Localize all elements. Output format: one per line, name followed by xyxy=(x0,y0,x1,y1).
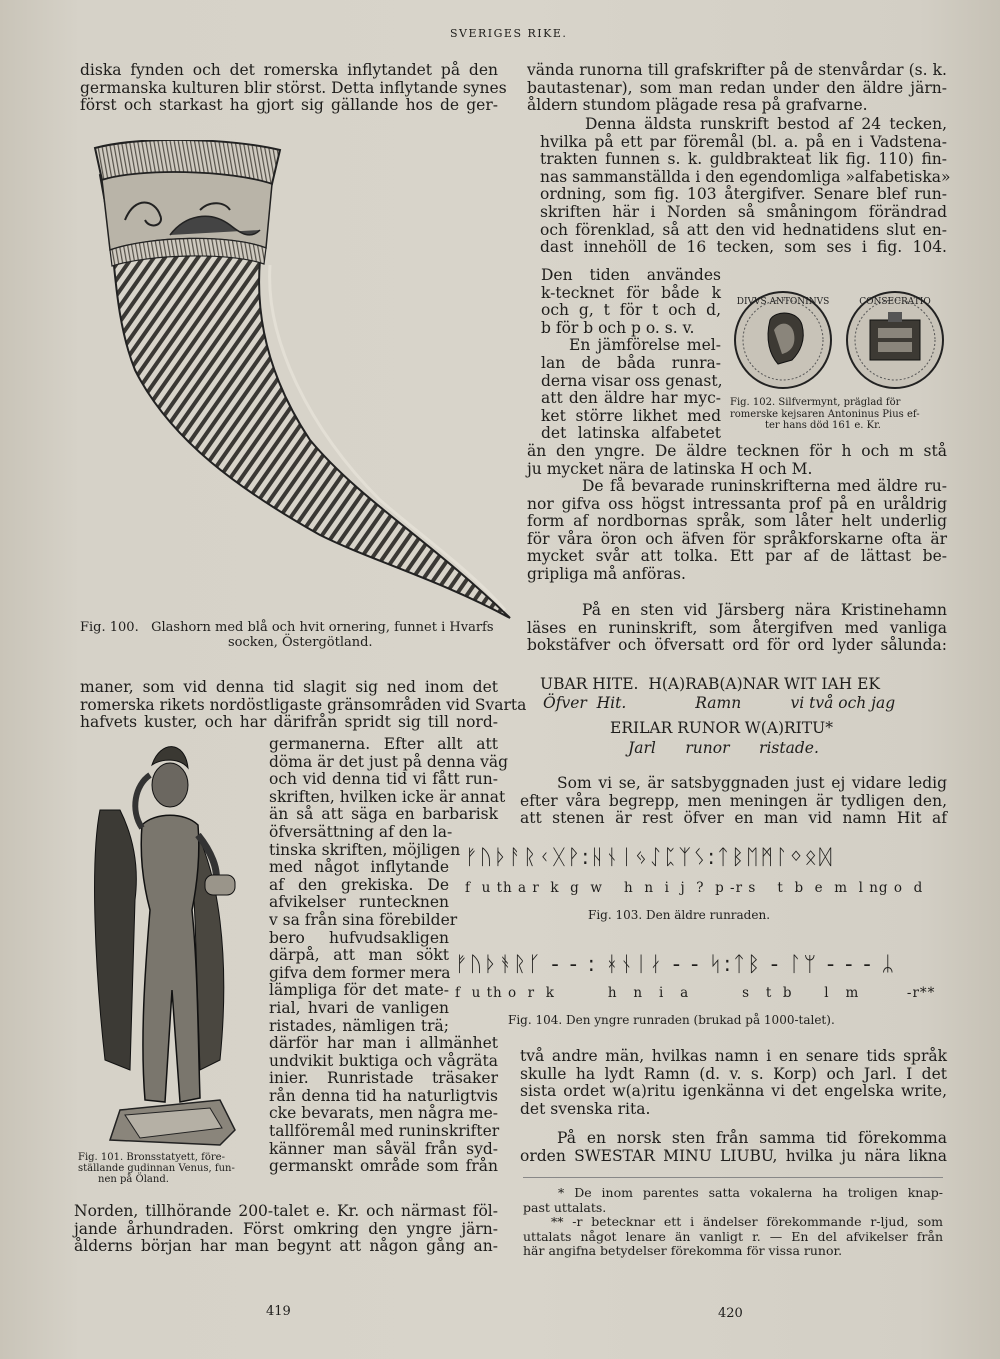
text-line: lan de båda runra- xyxy=(541,353,721,372)
footnote-line: här angifna betydelser förekomma för vissa runor. xyxy=(523,1243,843,1258)
inscription-translation-2: Jarl runor ristade. xyxy=(628,739,819,757)
elder-futhark-transliteration: f u th a r k g w h n i j ? p -r s t b e m l ng o d xyxy=(465,880,924,896)
text-line: tinska skriften, möjligen xyxy=(269,840,461,859)
inscription-line-1: UBAR HITE. H(A)RAB(A)NAR WIT IAH EK xyxy=(540,675,880,693)
text-line: ju mycket nära de latinska H och M. xyxy=(527,459,813,478)
coin-reverse-legend: CONSECRATIO xyxy=(859,297,931,307)
text-line: för våra öron och äfven för språkforskarne ofta är xyxy=(527,529,947,548)
text-line: Norden, tillhörande 200-talet e. Kr. och närmast föl- xyxy=(74,1202,498,1220)
younger-futhark-runes: ᚠᚢᚦᚬᚱᚴ - - : ᚼᚾᛁᛅ - - ᛋ:ᛏᛒ - ᛚᛘ - - - ᛦ xyxy=(455,952,897,976)
text-line: v sa från sina förebilder xyxy=(269,910,458,929)
text-line: känner man såväl från syd- xyxy=(269,1139,498,1158)
left-bottom-text xyxy=(74,1203,498,1256)
text-line: tallföremål med runinskrifter xyxy=(269,1122,500,1141)
text-line: b för b och p o. s. v. xyxy=(541,318,695,337)
text-line: än den yngre. De äldre tecknen för h och m stå xyxy=(527,442,947,460)
text-line: nas sammanställda i den egendomliga »alfabetiska» xyxy=(540,167,951,186)
text-line: maner, som vid denna tid slagit sig ned inom det xyxy=(80,678,498,696)
text-line: ordning, som fig. 103 återgifver. Senare blef run- xyxy=(540,185,947,204)
fig103-caption: Fig. 103. Den äldre runraden. xyxy=(588,908,771,922)
text-line: det latinska alfabetet xyxy=(541,424,721,443)
text-line: ristades, nämligen trä; xyxy=(269,1016,449,1035)
text-line: bautastenar), som man redan under den äldre järn- xyxy=(527,78,947,97)
text-line: ålderns början har man begynt att någon gång an- xyxy=(74,1237,498,1256)
text-line: än så att säga en barbarisk xyxy=(269,805,498,824)
text-line: Den tiden användes xyxy=(541,266,721,284)
text-line: orden SWESTAR MINU LIUBU, hvilka ju nära likna xyxy=(520,1146,947,1165)
younger-futhark-transliteration: f u th o r k h n i a s t b l m -r** xyxy=(455,985,936,1001)
footnote-line: * De inom parentes satta vokalerna ha troligen knap- xyxy=(558,1185,943,1200)
footnote-line: ** -r betecknar ett i ändelser förekommande r-ljud, som xyxy=(551,1214,943,1229)
caption-line: Fig. 101. Bronsstatyett, före- xyxy=(78,1152,225,1163)
text-line: Som vi se, är satsbyggnaden just ej vidare ledig xyxy=(557,774,947,792)
right-p2-text xyxy=(540,115,951,257)
glass-horn-illustration xyxy=(80,140,520,620)
right-p7-text xyxy=(520,1048,947,1118)
right-p3-text xyxy=(527,443,947,478)
fig100-label: Fig. 100. xyxy=(80,620,139,635)
text-line: vända runorna till grafskrifter på de stenvårdar (s. k. xyxy=(527,61,947,79)
text-line: form af nordbornas språk, som låter helt underlig xyxy=(527,512,947,531)
text-line: efter våra begrepp, men meningen är tydligen den, xyxy=(520,791,947,810)
text-line: först och starkast ha gjort sig gällande hos de ger- xyxy=(80,96,498,115)
text-line: skriften, hvilken icke är annat xyxy=(269,787,506,806)
text-line: inier. Runristade träsaker xyxy=(269,1069,498,1088)
text-line: trakten funnen s. k. guldbrakteat lik fig. 110) fin- xyxy=(540,150,947,169)
text-line: och förenklad, så att den vid hednatidens slut en- xyxy=(540,220,947,239)
footnote-rule xyxy=(523,1177,943,1178)
text-line: rån denna tid ha naturligtvis xyxy=(269,1086,498,1105)
text-line: och vid denna tid vi fått run- xyxy=(269,770,498,789)
footnote-line: past uttalats. xyxy=(523,1199,607,1215)
right-narrow-text xyxy=(541,267,721,443)
text-line: diska fynden och det romerska inflytandet på den xyxy=(80,61,498,79)
right-p8-text xyxy=(520,1130,947,1165)
fig100-text: Glashorn med blå och hvit ornering, funnet i Hvarfs xyxy=(151,620,494,635)
caption-line: ter hans död 161 e. Kr. xyxy=(765,420,881,431)
text-line: öfversättning af den la- xyxy=(269,822,453,841)
text-line: undvikit buktiga och vågräta xyxy=(269,1051,498,1070)
text-line: och g, t för t och d, xyxy=(541,301,721,320)
inscription-translation-1: Öfver Hit. Ramn vi två och jag xyxy=(543,694,896,712)
caption-line: nen på Öland. xyxy=(98,1174,169,1185)
fig100-caption xyxy=(80,620,520,650)
venus-statuette-illustration xyxy=(80,740,250,1150)
text-line: hafvets kuster, och har därifrån spridt sig till nord- xyxy=(80,713,498,732)
page-number-right: 420 xyxy=(718,1306,743,1321)
text-line: ket större likhet med xyxy=(541,406,721,425)
fig102-caption xyxy=(730,397,950,432)
caption-line: ställande gudinnan Venus, fun- xyxy=(78,1163,235,1174)
text-line: nor gifva oss högst intressanta prof på en uråldrig xyxy=(527,494,947,513)
page-number-left: 419 xyxy=(266,1304,291,1319)
running-header: SVERIGES RIKE. xyxy=(450,27,568,40)
text-line: romerska rikets nordöstligaste gränsområden vid Svarta xyxy=(80,695,527,714)
text-line: rial, hvari de vanligen xyxy=(269,998,449,1017)
text-line: gifva dem former mera xyxy=(269,963,451,982)
text-line: med något inflytande xyxy=(269,858,449,877)
text-line: jande århundraden. Först omkring den yngre järn- xyxy=(74,1219,498,1238)
text-line: gripliga må anföras. xyxy=(527,564,686,583)
left-mid-text xyxy=(80,678,527,732)
text-line: På en norsk sten från samma tid förekomma xyxy=(557,1129,947,1147)
right-p5-text xyxy=(527,602,947,655)
text-line: På en sten vid Järsberg nära Kristinehamn xyxy=(582,601,947,619)
text-line: germanskt område som från xyxy=(269,1157,498,1176)
text-line: hvilka på ett par föremål (bl. a. på en i Vadstena- xyxy=(540,132,947,151)
text-line: Denna äldsta runskrift bestod af 24 tecken, xyxy=(585,115,947,133)
text-line: två andre män, hvilkas namn i en senare tids språk xyxy=(520,1047,947,1065)
text-line: läses en runinskrift, som återgifven med vanliga xyxy=(527,618,947,637)
text-line: skulle ha lydt Ramn (d. v. s. Korp) och Jarl. I det xyxy=(520,1064,947,1083)
text-line: därpå, att man sökt xyxy=(269,946,449,965)
caption-line: romerske kejsaren Antoninus Pius ef- xyxy=(730,408,920,420)
text-line: germanska kulturen blir störst. Detta inflytande synes xyxy=(80,78,507,97)
text-line: bero hufvudsakligen xyxy=(269,928,449,947)
text-line: En jämförelse mel- xyxy=(569,336,721,355)
left-top-text xyxy=(80,61,507,115)
text-line: döma är det just på denna väg xyxy=(269,752,509,771)
inscription-line-2: ERILAR RUNOR W(A)RITU* xyxy=(610,719,833,737)
text-line: mycket svår att tolka. Ett par af de lättast be- xyxy=(527,547,947,566)
text-line: dast innehöll de 16 tecken, som ses i fig. 104. xyxy=(540,238,947,257)
text-line: att stenen är rest öfver en man vid namn Hit af xyxy=(520,809,947,828)
text-line: att den äldre har myc- xyxy=(541,389,721,408)
elder-futhark-runes: ᚠᚢᚦᚨᚱᚲᚷᚹ:ᚺᚾᛁᛃᛇᛈᛉᛊ:ᛏᛒᛖᛗᛚᛜᛟᛞ xyxy=(465,845,834,869)
text-line: sista ordet w(a)ritu igenkänna vi det engelska write, xyxy=(520,1082,947,1101)
coin-obverse-legend: DIVVS ANTONINVS xyxy=(736,297,830,307)
fig104-caption: Fig. 104. Den yngre runraden (brukad på 1000-talet). xyxy=(508,1013,835,1027)
text-line: afvikelser runtecknen xyxy=(269,893,449,912)
text-line: k-tecknet för både k xyxy=(541,283,721,302)
fig101-caption xyxy=(78,1152,248,1185)
text-line: af den grekiska. De xyxy=(269,875,449,894)
right-top-text xyxy=(527,62,947,115)
footnotes xyxy=(523,1186,943,1259)
caption-line: Fig. 102. Silfvermynt, präglad för xyxy=(730,397,901,408)
footnote-line: uttalats något lenare än vanligt r. — En del afvikelser från xyxy=(523,1228,943,1244)
text-line: lämpliga för det mate- xyxy=(269,981,449,1000)
right-p4-text xyxy=(527,478,947,584)
text-line: bokstäfver och öfversatt ord för ord lyder sålunda: xyxy=(527,636,947,655)
text-line: De få bevarade runinskrifterna med äldre ru- xyxy=(582,477,947,495)
roman-coin-illustration xyxy=(730,290,950,390)
text-line: det svenska rita. xyxy=(520,1099,651,1118)
text-line: cke bevarats, men några me- xyxy=(269,1104,498,1123)
right-p6-text xyxy=(520,775,947,828)
text-line: germanerna. Efter allt att xyxy=(269,735,498,753)
text-line: därför har man i allmänhet xyxy=(269,1034,498,1053)
text-line: skriften här i Norden så småningom förändrad xyxy=(540,202,947,221)
text-line: åldern stundom plägade resa på grafvarne. xyxy=(527,96,868,115)
fig100-text-2: socken, Östergötland. xyxy=(228,635,373,650)
text-line: derna visar oss genast, xyxy=(541,371,723,390)
